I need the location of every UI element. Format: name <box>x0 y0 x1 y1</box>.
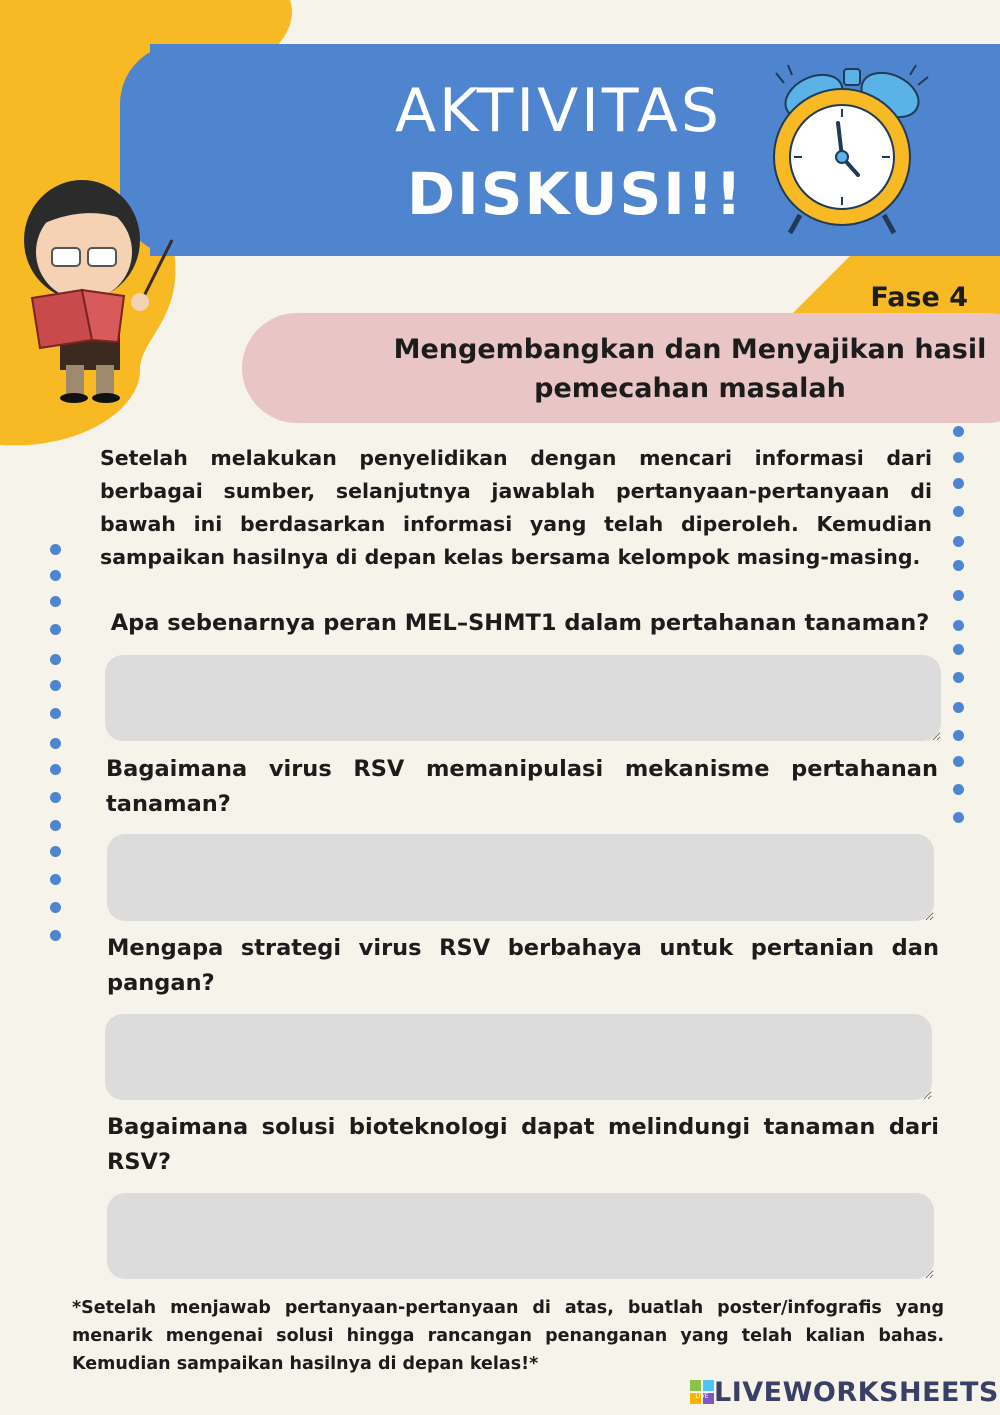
question-3: Mengapa strategi virus RSV berbahaya untuk pertanian dan pangan? <box>107 935 939 996</box>
decor-dot <box>50 902 61 913</box>
decor-dot <box>50 570 61 581</box>
decor-dot <box>953 812 964 823</box>
intro-text-last: sampaikan hasilnya di depan kelas bersama kelompok masing-masing. <box>100 545 921 569</box>
intro-paragraph-last-line <box>100 541 932 574</box>
decor-dot <box>50 596 61 607</box>
decor-dot <box>953 452 964 463</box>
answer-input-2[interactable] <box>107 834 934 921</box>
liveworksheets-brand[interactable] <box>690 1374 999 1410</box>
title-line-2: DISKUSI!! <box>407 160 744 228</box>
decor-dot <box>953 620 964 631</box>
question-2: Bagaimana virus RSV memanipulasi mekanisme pertahanan tanaman? <box>106 756 938 817</box>
title-line-1: AKTIVITAS <box>395 76 722 146</box>
answer-input-3[interactable] <box>105 1014 932 1100</box>
decor-dot <box>953 672 964 683</box>
logo-letters: LIVE <box>695 1393 709 1400</box>
decor-dot <box>50 764 61 775</box>
phase-subtitle: Mengembangkan dan Menyajikan hasil pemecahan masalah <box>393 334 987 404</box>
liveworksheets-logo-icon <box>690 1380 714 1404</box>
intro-text: Setelah melakukan penyelidikan dengan mencari informasi dari berbagai sumber, selanjutnya jawablah pertanyaan-pertanyaan di bawah ini berdasarkan informasi yang telah diperoleh. Kemudian <box>100 446 932 536</box>
decor-dot <box>953 644 964 655</box>
decor-dot <box>50 654 61 665</box>
decor-dot <box>953 478 964 489</box>
decor-dot <box>953 426 964 437</box>
brand-name: LIVEWORKSHEETS <box>714 1376 999 1408</box>
decor-dot <box>953 730 964 741</box>
decor-dot <box>953 560 964 571</box>
decor-dot <box>953 702 964 713</box>
decor-dot <box>953 536 964 547</box>
intro-paragraph <box>100 442 932 541</box>
decor-dot <box>50 708 61 719</box>
question-4: Bagaimana solusi bioteknologi dapat melindungi tanaman dari RSV? <box>107 1114 939 1175</box>
answer-input-4[interactable] <box>107 1193 934 1279</box>
teacher-illustration <box>12 170 182 405</box>
decor-dot <box>50 846 61 857</box>
answer-input-1[interactable] <box>105 655 941 741</box>
decor-dot <box>953 506 964 517</box>
decor-dot <box>953 784 964 795</box>
decor-dot <box>50 738 61 749</box>
decor-dot <box>50 874 61 885</box>
decor-dot <box>50 820 61 831</box>
decor-dot <box>50 624 61 635</box>
decor-dot <box>50 544 61 555</box>
phase-label: Fase 4 <box>870 282 968 313</box>
decor-dot <box>50 792 61 803</box>
decor-dot <box>953 590 964 601</box>
question-1: Apa sebenarnya peran MEL–SHMT1 dalam pertahanan tanaman? <box>110 610 930 636</box>
footer-note: *Setelah menjawab pertanyaan-pertanyaan di atas, buatlah poster/infografis yang menarik mengenai solusi hingga rancangan penanganan yang telah kalian bahas. Kemudian sampaikan hasilnya di depan kelas!* <box>72 1298 944 1374</box>
decor-dot <box>50 930 61 941</box>
alarm-clock-icon <box>762 55 942 240</box>
decor-dot <box>50 680 61 691</box>
decor-dot <box>953 756 964 767</box>
